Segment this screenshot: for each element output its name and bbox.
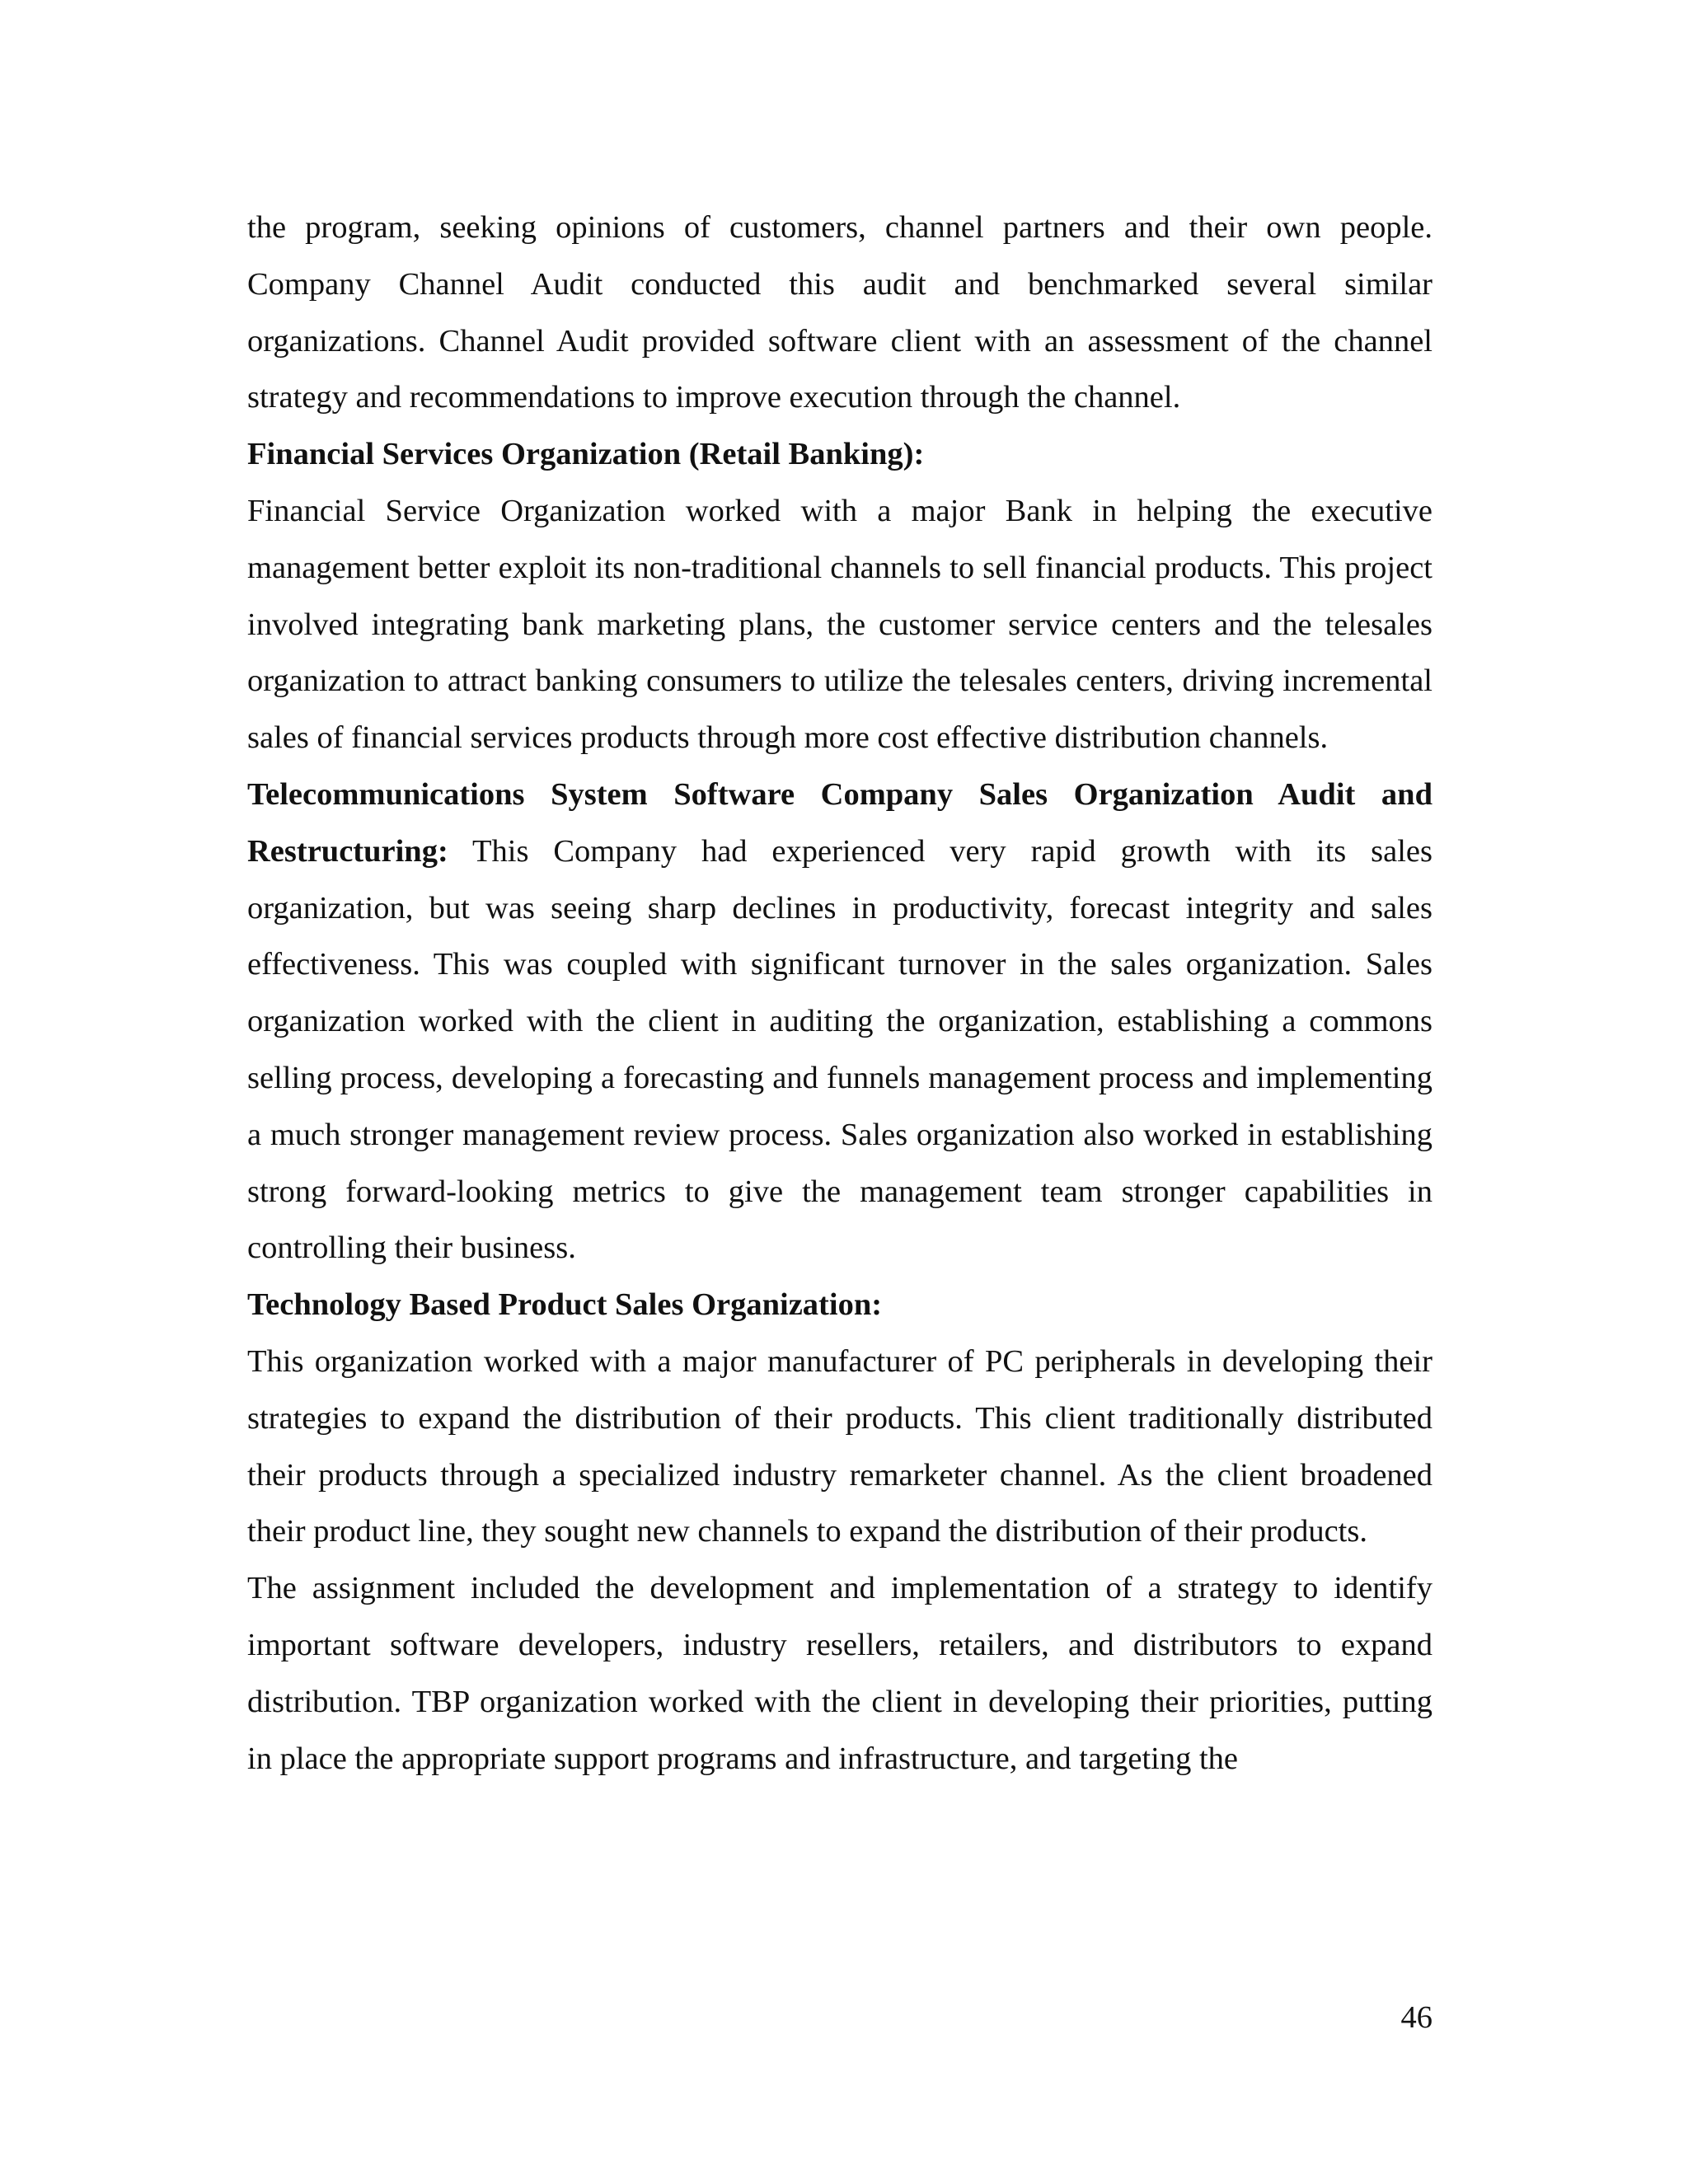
heading-technology-based: Technology Based Product Sales Organization: — [247, 1287, 883, 1323]
paragraph-financial-services: Financial Service Organization worked with a major Bank in helping the executive management better exploit its non-traditional channels to sell financial products. This project involved integrating bank marketing plans, the customer service centers and the telesales organization to attract banking consumers to utilize the telesales centers, driving incremental sales of financial services products through more cost effective distribution channels. — [247, 493, 1432, 756]
paragraph-channel-audit: the program, seeking opinions of customers, channel partners and their own people. Company Channel Audit conducted this audit and benchmarked several similar organizations. Channel Audit provided software client with an assessment of the channel strategy and recommendations to improve execution through the channel. — [247, 210, 1432, 415]
paragraph-telecommunications-body: This Company had experienced very rapid growth with its sales organization, but was seeing sharp declines in productivity, forecast integrity and sales effectiveness. This was coupled with significant turnover in the sales organization. Sales organization worked with the client in auditing the organization, establishing a commons selling process, developing a forecasting and funnels management process and implementing a much stronger management review process. Sales organization also worked in establishing strong forward-looking metrics to give the management team stronger capabilities in controlling their business. — [247, 833, 1432, 1266]
paragraph-technology-based: This organization worked with a major manufacturer of PC peripherals in developing their strategies to expand the distribution of their products. This client traditionally distributed their products through a specialized industry remarketer channel. As the client broadened their product line, they sought new channels to expand the distribution of their products. — [247, 1343, 1432, 1549]
paragraph-telecommunications — [247, 766, 1432, 1277]
heading-telecommunications: Telecommunications System Software Company Sales Organization Audit and Restructuring: — [247, 776, 1432, 869]
page-number: 46 — [1400, 2000, 1432, 2035]
paragraph-assignment: The assignment included the development and implementation of a strategy to identify important software developers, industry resellers, retailers, and distributors to expand distribution. TBP organization worked with the client in developing their priorities, putting in place the appropriate support programs and infrastructure, and targeting the — [247, 1571, 1432, 1776]
page-body — [247, 199, 1432, 1787]
heading-financial-services: Financial Services Organization (Retail Banking): — [247, 437, 925, 472]
